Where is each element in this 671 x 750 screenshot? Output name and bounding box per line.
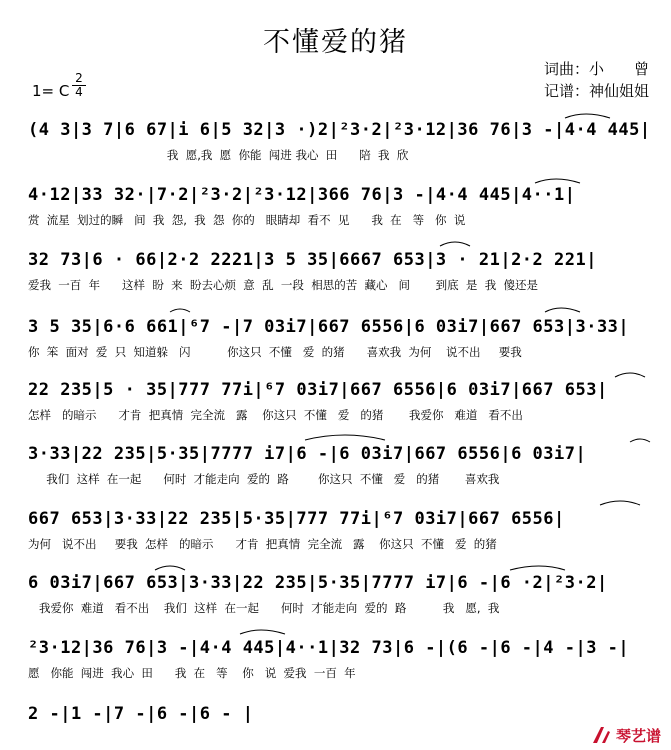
song-title: 不懂爱的猪 xyxy=(263,27,408,58)
lyricist-credit: 词曲：小 曾 xyxy=(543,60,649,78)
notation-row-9: ²3·12|36 76|3 -|4·4 445|4··1|32 73|6 -|(6 -|6 -|4 -|3 -| xyxy=(28,638,630,658)
lyric-row-7: 为何 说不出 要我 怎样 的暗示 才肯 把真情 完全流 露 你这只 不懂 爱 的猪 xyxy=(28,537,497,551)
lyric-row-8: 我爱你 难道 看不出 我们 这样 在一起 何时 才能走向 爱的 路 我 愿, 我 xyxy=(28,601,500,615)
site-logo[interactable] xyxy=(590,724,661,746)
notation-row-6: 3·33|22 235|5·35|7777 i7|6 -|6 03i7|667 6556|6 03i7| xyxy=(28,444,587,464)
lyric-row-2: 赏 流星 划过的瞬 间 我 怨, 我 怨 你的 眼睛却 看不 见 我 在 等 你 说 xyxy=(28,213,466,227)
notation-row-1: (4 3|3 7|6 67|i 6|5 32|3 ·)2|²3·2|²3·12|36 76|3 -|4·4 445| xyxy=(28,120,651,140)
lyric-row-6: 我们 这样 在一起 何时 才能走向 爱的 路 你这只 不懂 爱 的猪 喜欢我 xyxy=(28,472,500,486)
notation-row-5: 22 235|5 · 35|777 77i|⁶7 03i7|667 6556|6 03i7|667 653| xyxy=(28,380,608,400)
notation-row-4: 3 5 35|6·6 661|⁶7 -|7 03i7|667 6556|6 03i7|667 653|3·33| xyxy=(28,317,630,337)
lyric-row-9: 愿 你能 闯进 我心 田 我 在 等 你 说 爱我 一百 年 xyxy=(28,666,356,680)
notation-row-2: 4·12|33 32·|7·2|²3·2|²3·12|366 76|3 -|4·4 445|4··1| xyxy=(28,185,576,205)
time-signature-bottom: 4 xyxy=(75,85,83,99)
notation-row-3: 32 73|6 · 66|2·2 2221|3 5 35|6667 653|3 · 21|2·2 221| xyxy=(28,250,597,270)
notation-row-8: 6 03i7|667 653|3·33|22 235|5·35|7777 i7|6 -|6 ·2|²3·2| xyxy=(28,573,608,593)
lyric-row-1: 我 愿,我 愿 你能 闯进 我心 田 陪 我 欣 xyxy=(28,148,409,162)
notation-row-10: 2 -|1 -|7 -|6 -|6 - | xyxy=(28,704,254,724)
notation-row-7: 667 653|3·33|22 235|5·35|777 77i|⁶7 03i7|667 6556| xyxy=(28,509,565,529)
music-logo-icon xyxy=(590,724,612,746)
lyric-row-4: 你 笨 面对 爱 只 知道躲 闪 你这只 不懂 爱 的猪 喜欢我 为何 说不出 要我 xyxy=(28,345,522,359)
lyric-row-5: 怎样 的暗示 才肯 把真情 完全流 露 你这只 不懂 爱 的猪 我爱你 难道 看不出 xyxy=(28,408,523,422)
lyric-row-3: 爱我 一百 年 这样 盼 来 盼去心烦 意 乱 一段 相思的苦 藏心 间 到底 是 我 傻还是 xyxy=(28,278,539,292)
transcriber-credit: 记谱：神仙姐姐 xyxy=(543,82,649,100)
key-signature: 1= C xyxy=(32,82,70,100)
logo-text: 琴艺谱 xyxy=(615,726,661,745)
time-signature-top: 2 xyxy=(75,71,83,85)
